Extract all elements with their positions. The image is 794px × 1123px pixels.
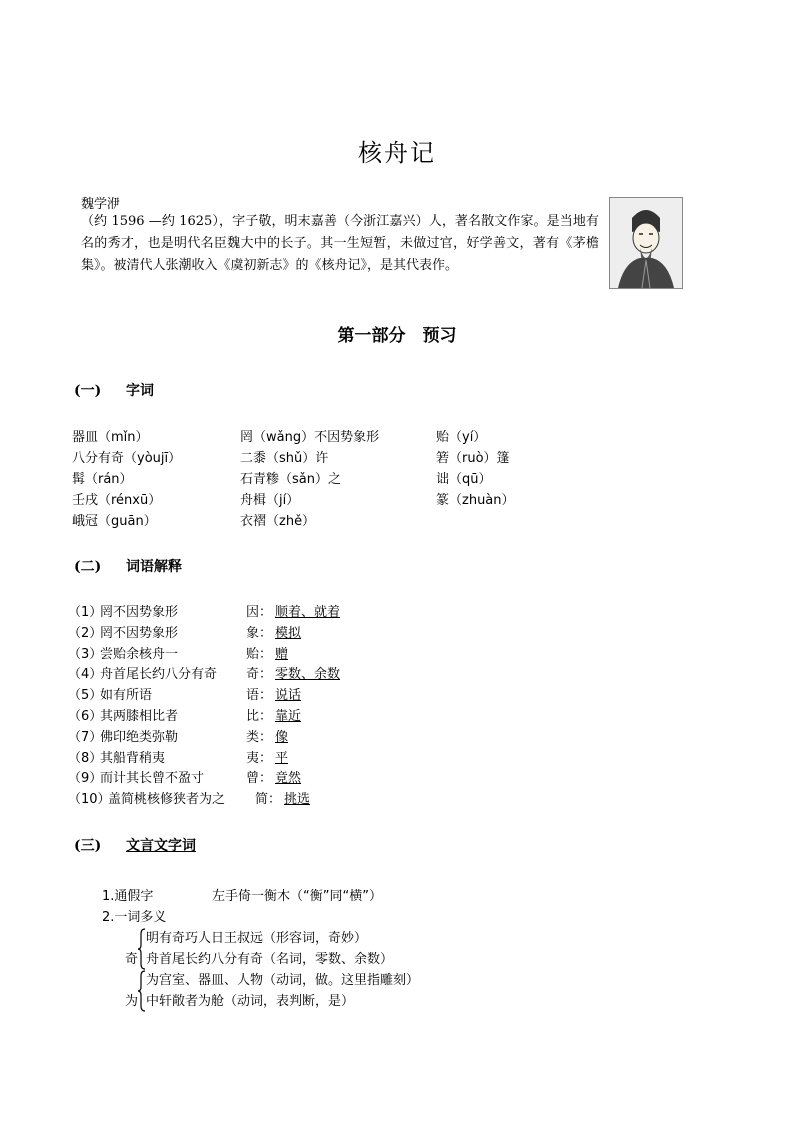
section-heading-1 xyxy=(74,380,154,400)
definition-phrase: 而计其长曾不盈寸 xyxy=(100,771,205,787)
section-heading-2 xyxy=(74,556,182,576)
definition-word: 语： xyxy=(246,688,273,704)
polysemy-char-wei: 为 xyxy=(125,994,139,1009)
definition-word: 夷： xyxy=(246,750,273,766)
vocab-item: 罔（wǎng）不因势象形 xyxy=(240,430,380,445)
section-number: (一) xyxy=(74,383,102,399)
definition-answer: 说话 xyxy=(275,688,302,704)
item-2-label: 2.一词多义 xyxy=(102,910,167,925)
definition-answer: 靠近 xyxy=(275,709,302,724)
polysemy-line: 明有奇巧人日王叔远（形容词，奇妙） xyxy=(146,931,368,946)
definition-answer: 模拟 xyxy=(275,625,302,641)
definition-answer: 像 xyxy=(275,729,289,745)
vocab-item: 衣褶（zhě） xyxy=(240,514,316,529)
definition-word: 曾： xyxy=(246,771,273,787)
vocab-item: 峨冠（guān） xyxy=(72,514,157,529)
vocab-item: 二黍（shǔ）许 xyxy=(240,451,329,466)
definition-number: （5） xyxy=(68,688,103,704)
vocab-item: 诎（qū） xyxy=(436,472,492,487)
definition-phrase: 如有所语 xyxy=(100,688,153,704)
vocab-item: 器皿（mǐn） xyxy=(72,430,149,445)
definition-word: 贻： xyxy=(246,646,273,662)
section-number: (三) xyxy=(74,838,102,854)
definition-phrase: 其船背稍夷 xyxy=(100,750,166,766)
vocab-item: 八分有奇（yòujī） xyxy=(72,451,182,466)
definition-word: 简： xyxy=(255,792,282,808)
definition-phrase: 罔不因势象形 xyxy=(100,625,179,641)
definition-number: （6） xyxy=(68,709,103,724)
polysemy-line: 舟首尾长约八分有奇（名词，零数、余数） xyxy=(146,952,394,967)
definition-answer: 零数、余数 xyxy=(275,667,341,683)
vocab-item: 箬（ruò）篷 xyxy=(436,451,510,466)
section-heading-3 xyxy=(74,835,196,855)
definition-number: （2） xyxy=(68,625,103,641)
definition-word: 类： xyxy=(246,729,273,745)
vocab-item: 贻（yí） xyxy=(436,430,487,445)
section-title: 词语解释 xyxy=(126,559,182,575)
definition-phrase: 盖简桃核修狭者为之 xyxy=(108,792,226,808)
section-title: 文言文字词 xyxy=(126,838,196,854)
definition-answer: 竟然 xyxy=(275,771,302,787)
definition-number: （8） xyxy=(68,750,103,766)
vocab-item: 篆（zhuàn） xyxy=(436,493,515,508)
definition-word: 比： xyxy=(246,709,273,724)
brace-icon xyxy=(138,928,146,970)
item-1-label: 1.通假字 xyxy=(102,889,154,904)
portrait-illustration-icon xyxy=(610,198,682,288)
definition-number: （7） xyxy=(68,729,103,745)
page-title: 核舟记 xyxy=(358,139,436,167)
definition-answer: 顺着、就着 xyxy=(275,605,341,620)
definition-number: （9） xyxy=(68,771,103,787)
definition-word: 象： xyxy=(246,625,273,641)
definition-phrase: 罔不因势象形 xyxy=(100,605,179,620)
vocab-item: 石青糁（sǎn）之 xyxy=(240,472,341,487)
brace-icon xyxy=(138,970,146,1012)
part-title: 第一部分 预习 xyxy=(337,326,457,346)
section-title: 字词 xyxy=(126,383,154,399)
polysemy-line: 中轩敞者为舱（动词，表判断，是） xyxy=(146,994,355,1009)
definition-phrase: 舟首尾长约八分有奇 xyxy=(100,667,218,683)
author-portrait xyxy=(609,197,683,289)
author-name: 魏学洢 xyxy=(81,197,121,212)
author-bio: （约 1596 —约 1625），字子敬，明末嘉善（今浙江嘉兴）人，著名散文作家。是当地有名的秀才，也是明代名臣魏大中的长子。其一生短暂，未做过官，好学善文，著有《茅檐集》。被清代人张潮收入《虞初新志》的《核舟记》，是其代表作。 xyxy=(81,214,599,273)
definition-phrase: 尝贻余核舟一 xyxy=(100,646,179,662)
definition-word: 因： xyxy=(246,605,273,620)
definition-phrase: 佛印绝类弥勒 xyxy=(100,729,179,745)
definition-number: （1） xyxy=(68,605,103,620)
definition-number: （4） xyxy=(68,667,103,683)
definition-number: （10） xyxy=(68,792,111,808)
definition-number: （3） xyxy=(68,646,103,662)
polysemy-char-qi: 奇 xyxy=(125,952,139,967)
item-1-text: 左手倚一衡木（“衡”同“横”） xyxy=(212,889,382,904)
definition-word: 奇： xyxy=(246,667,273,683)
polysemy-line: 为宫室、器皿、人物（动词，做。这里指雕刻） xyxy=(146,973,420,988)
definition-phrase: 其两膝相比者 xyxy=(100,709,179,724)
vocab-item: 壬戌（rénxū） xyxy=(72,493,162,508)
section-number: (二) xyxy=(74,559,102,575)
definition-answer: 平 xyxy=(275,750,289,766)
definition-answer: 赠 xyxy=(275,646,289,662)
vocab-item: 舟楫（jí） xyxy=(240,493,300,508)
definition-answer: 挑选 xyxy=(284,792,311,808)
vocab-item: 髯（rán） xyxy=(72,472,133,487)
